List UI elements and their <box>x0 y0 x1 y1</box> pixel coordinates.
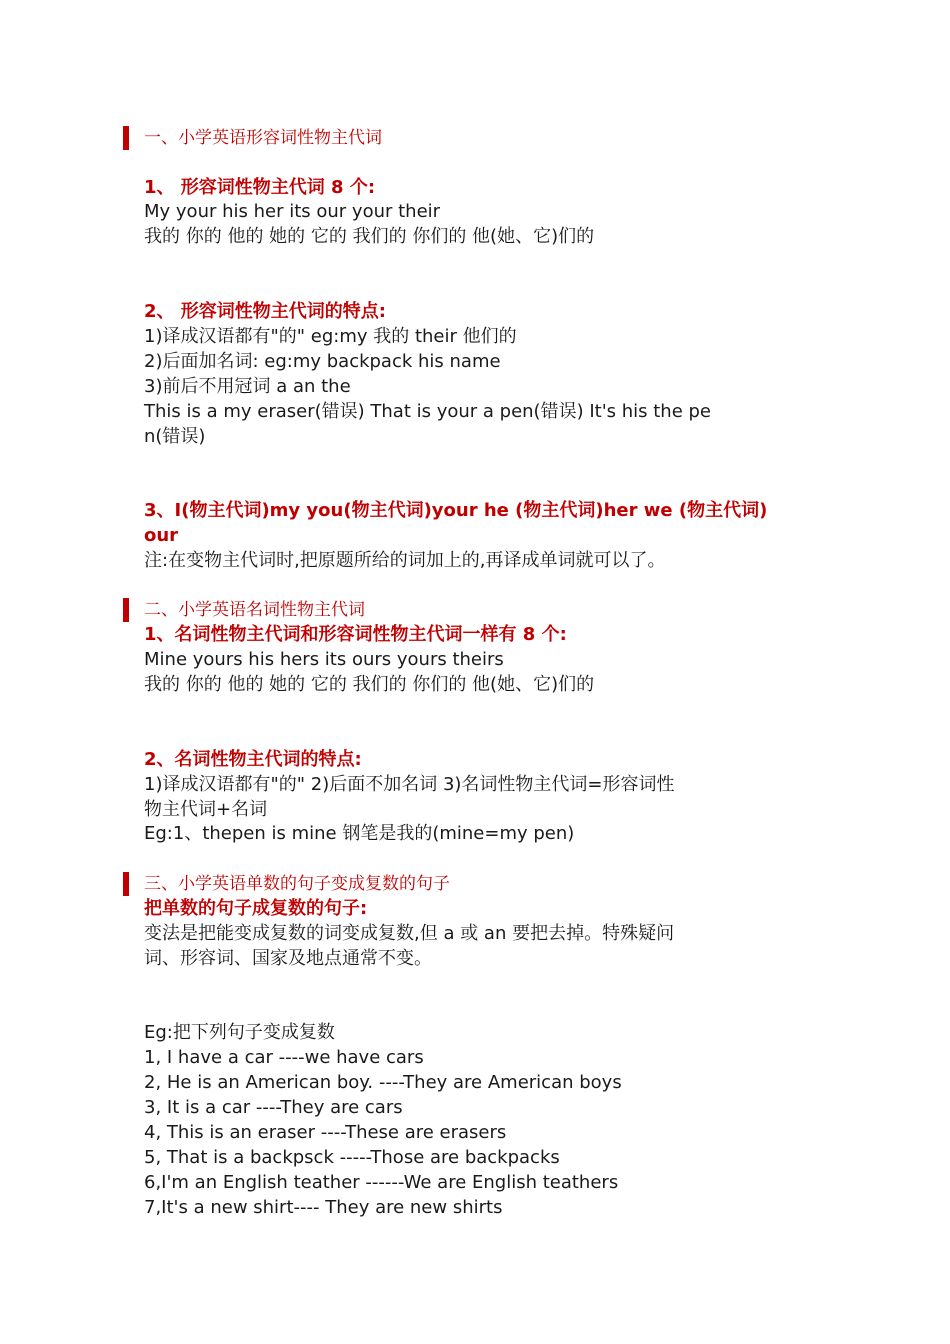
text-line: 2)后面加名词: eg:my backpack his name <box>144 351 501 372</box>
section-marker <box>123 872 129 896</box>
text-line: This is a my eraser(错误) That is your a pen(错误) It's his the pe <box>144 401 712 422</box>
example-heading: Eg:把下列句子变成复数 <box>144 1022 335 1043</box>
text-line: Mine yours his hers its ours yours theirs <box>144 649 504 670</box>
example-item: 4, This is an eraser ----These are erasers <box>144 1122 507 1143</box>
text-line: 我的 你的 他的 她的 它的 我们的 你们的 他(她、它)们的 <box>144 226 595 247</box>
subheading: 2、名词性物主代词的特点: <box>144 749 362 770</box>
subheading: 1、 形容词性物主代词 8 个: <box>144 177 376 198</box>
subheading: 把单数的句子成复数的句子: <box>144 898 368 919</box>
text-line: Eg:1、thepen is mine 钢笔是我的(mine=my pen) <box>144 823 575 844</box>
text-line: 词、形容词、国家及地点通常不变。 <box>144 948 432 969</box>
example-item: 6,I'm an English teather ------We are English teathers <box>144 1172 619 1193</box>
text-line: 我的 你的 他的 她的 它的 我们的 你们的 他(她、它)们的 <box>144 674 595 695</box>
example-item: 7,It's a new shirt---- They are new shirts <box>144 1197 503 1218</box>
subheading: our <box>144 525 179 546</box>
text-line: My your his her its our your their <box>144 201 441 222</box>
text-line: 1)译成汉语都有"的" eg:my 我的 their 他们的 <box>144 326 517 347</box>
section-title: 二、小学英语名词性物主代词 <box>144 600 365 620</box>
text-line: 注:在变物主代词时,把原题所给的词加上的,再译成单词就可以了。 <box>144 550 666 571</box>
example-item: 5, That is a backpsck -----Those are backpacks <box>144 1147 560 1168</box>
example-item: 3, It is a car ----They are cars <box>144 1097 403 1118</box>
section-marker <box>123 126 129 150</box>
subheading: 3、I(物主代词)my you(物主代词)your he (物主代词)her we (物主代词) <box>144 500 768 521</box>
example-item: 2, He is an American boy. ----They are American boys <box>144 1072 622 1093</box>
subheading: 2、 形容词性物主代词的特点: <box>144 301 386 322</box>
text-line: n(错误) <box>144 426 206 447</box>
subheading: 1、名词性物主代词和形容词性物主代词一样有 8 个: <box>144 624 567 645</box>
text-line: 变法是把能变成复数的词变成复数,但 a 或 an 要把去掉。特殊疑问 <box>144 923 675 944</box>
text-line: 1)译成汉语都有"的" 2)后面不加名词 3)名词性物主代词=形容词性 <box>144 774 675 795</box>
text-line: 物主代词+名词 <box>144 799 268 820</box>
section-title: 三、小学英语单数的句子变成复数的句子 <box>144 874 450 894</box>
example-item: 1, I have a car ----we have cars <box>144 1047 424 1068</box>
text-line: 3)前后不用冠词 a an the <box>144 376 351 397</box>
section-marker <box>123 598 129 622</box>
section-title: 一、小学英语形容词性物主代词 <box>144 128 382 148</box>
